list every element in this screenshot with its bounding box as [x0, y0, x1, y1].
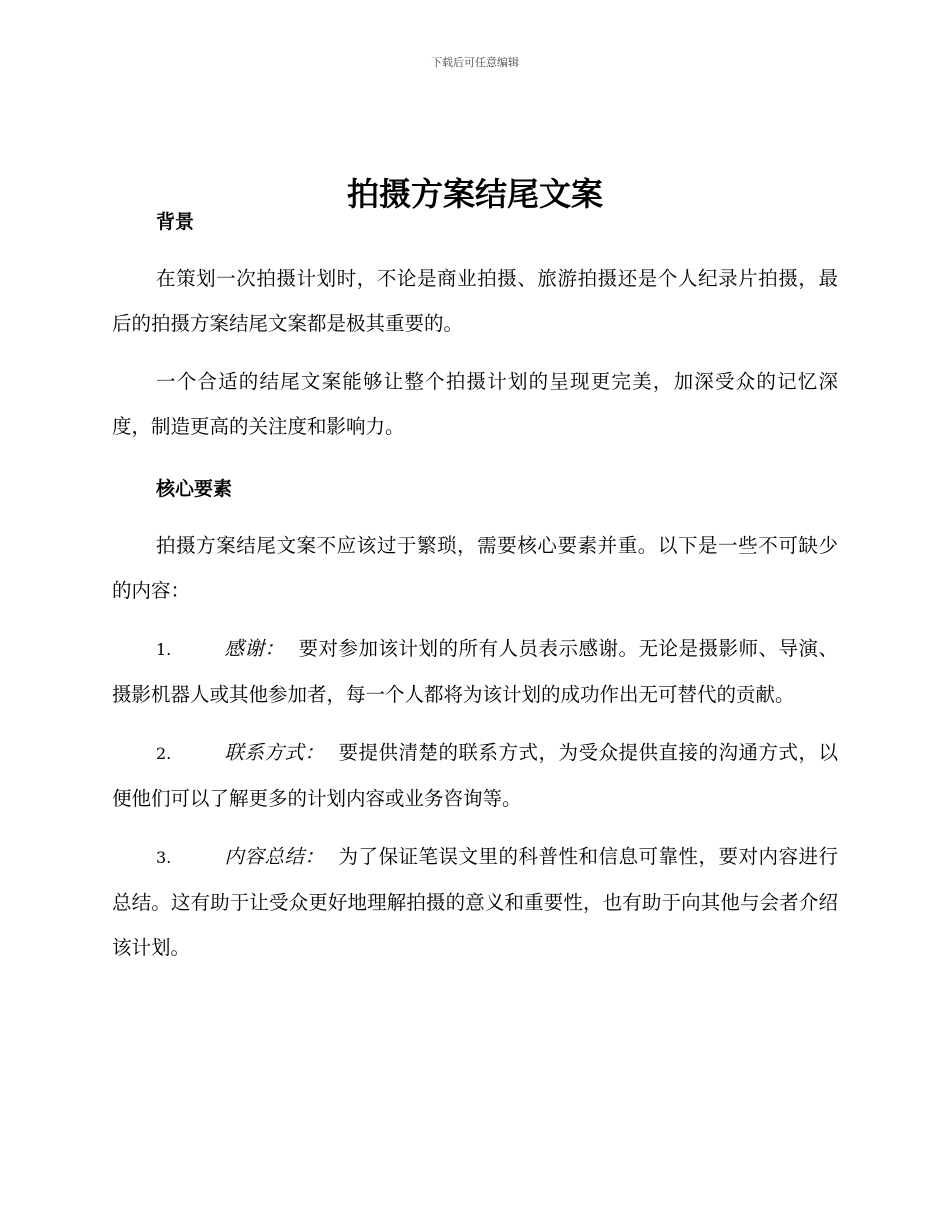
list-term: 联系方式： — [224, 741, 325, 764]
list-text: 为了保证笔误文里的科普性和信息可靠性，要对内容进行总结。这有助于让受众更好地理解拍摄的意义和重要性，也有助于向其他与会者介绍该计划。 — [112, 845, 838, 959]
section-heading-background: 背景 — [156, 211, 195, 233]
list-number: 2. — [156, 744, 172, 763]
list-item — [112, 626, 838, 717]
list-term: 内容总结： — [224, 845, 325, 868]
list-text: 要对参加该计划的所有人员表示感谢。无论是摄影师、导演、摄影机器人或其他参加者，每一个人都将为该计划的成功作出无可替代的贡献。 — [112, 637, 838, 706]
header-note: 下载后可任意编辑 — [431, 56, 519, 69]
list-item — [112, 834, 838, 970]
list-item — [112, 730, 838, 821]
list-text: 要提供清楚的联系方式，为受众提供直接的沟通方式，以便他们可以了解更多的计划内容或业务咨询等。 — [112, 741, 838, 810]
document-title: 拍摄方案结尾文案 — [346, 175, 603, 214]
list-term: 感谢： — [224, 637, 285, 660]
list-number: 1. — [156, 640, 172, 659]
paragraph: 拍摄方案结尾文案不应该过于繁琐，需要核心要素并重。以下是一些不可缺少的内容： — [112, 534, 838, 602]
section-heading-core: 核心要素 — [156, 478, 233, 500]
list-number: 3. — [156, 848, 172, 867]
document-body — [112, 206, 838, 970]
paragraph: 一个合适的结尾文案能够让整个拍摄计划的呈现更完美，加深受众的记忆深度，制造更高的关注度和影响力。 — [112, 370, 838, 438]
paragraph: 在策划一次拍摄计划时，不论是商业拍摄、旅游拍摄还是个人纪录片拍摄，最后的拍摄方案结尾文案都是极其重要的。 — [112, 267, 838, 335]
